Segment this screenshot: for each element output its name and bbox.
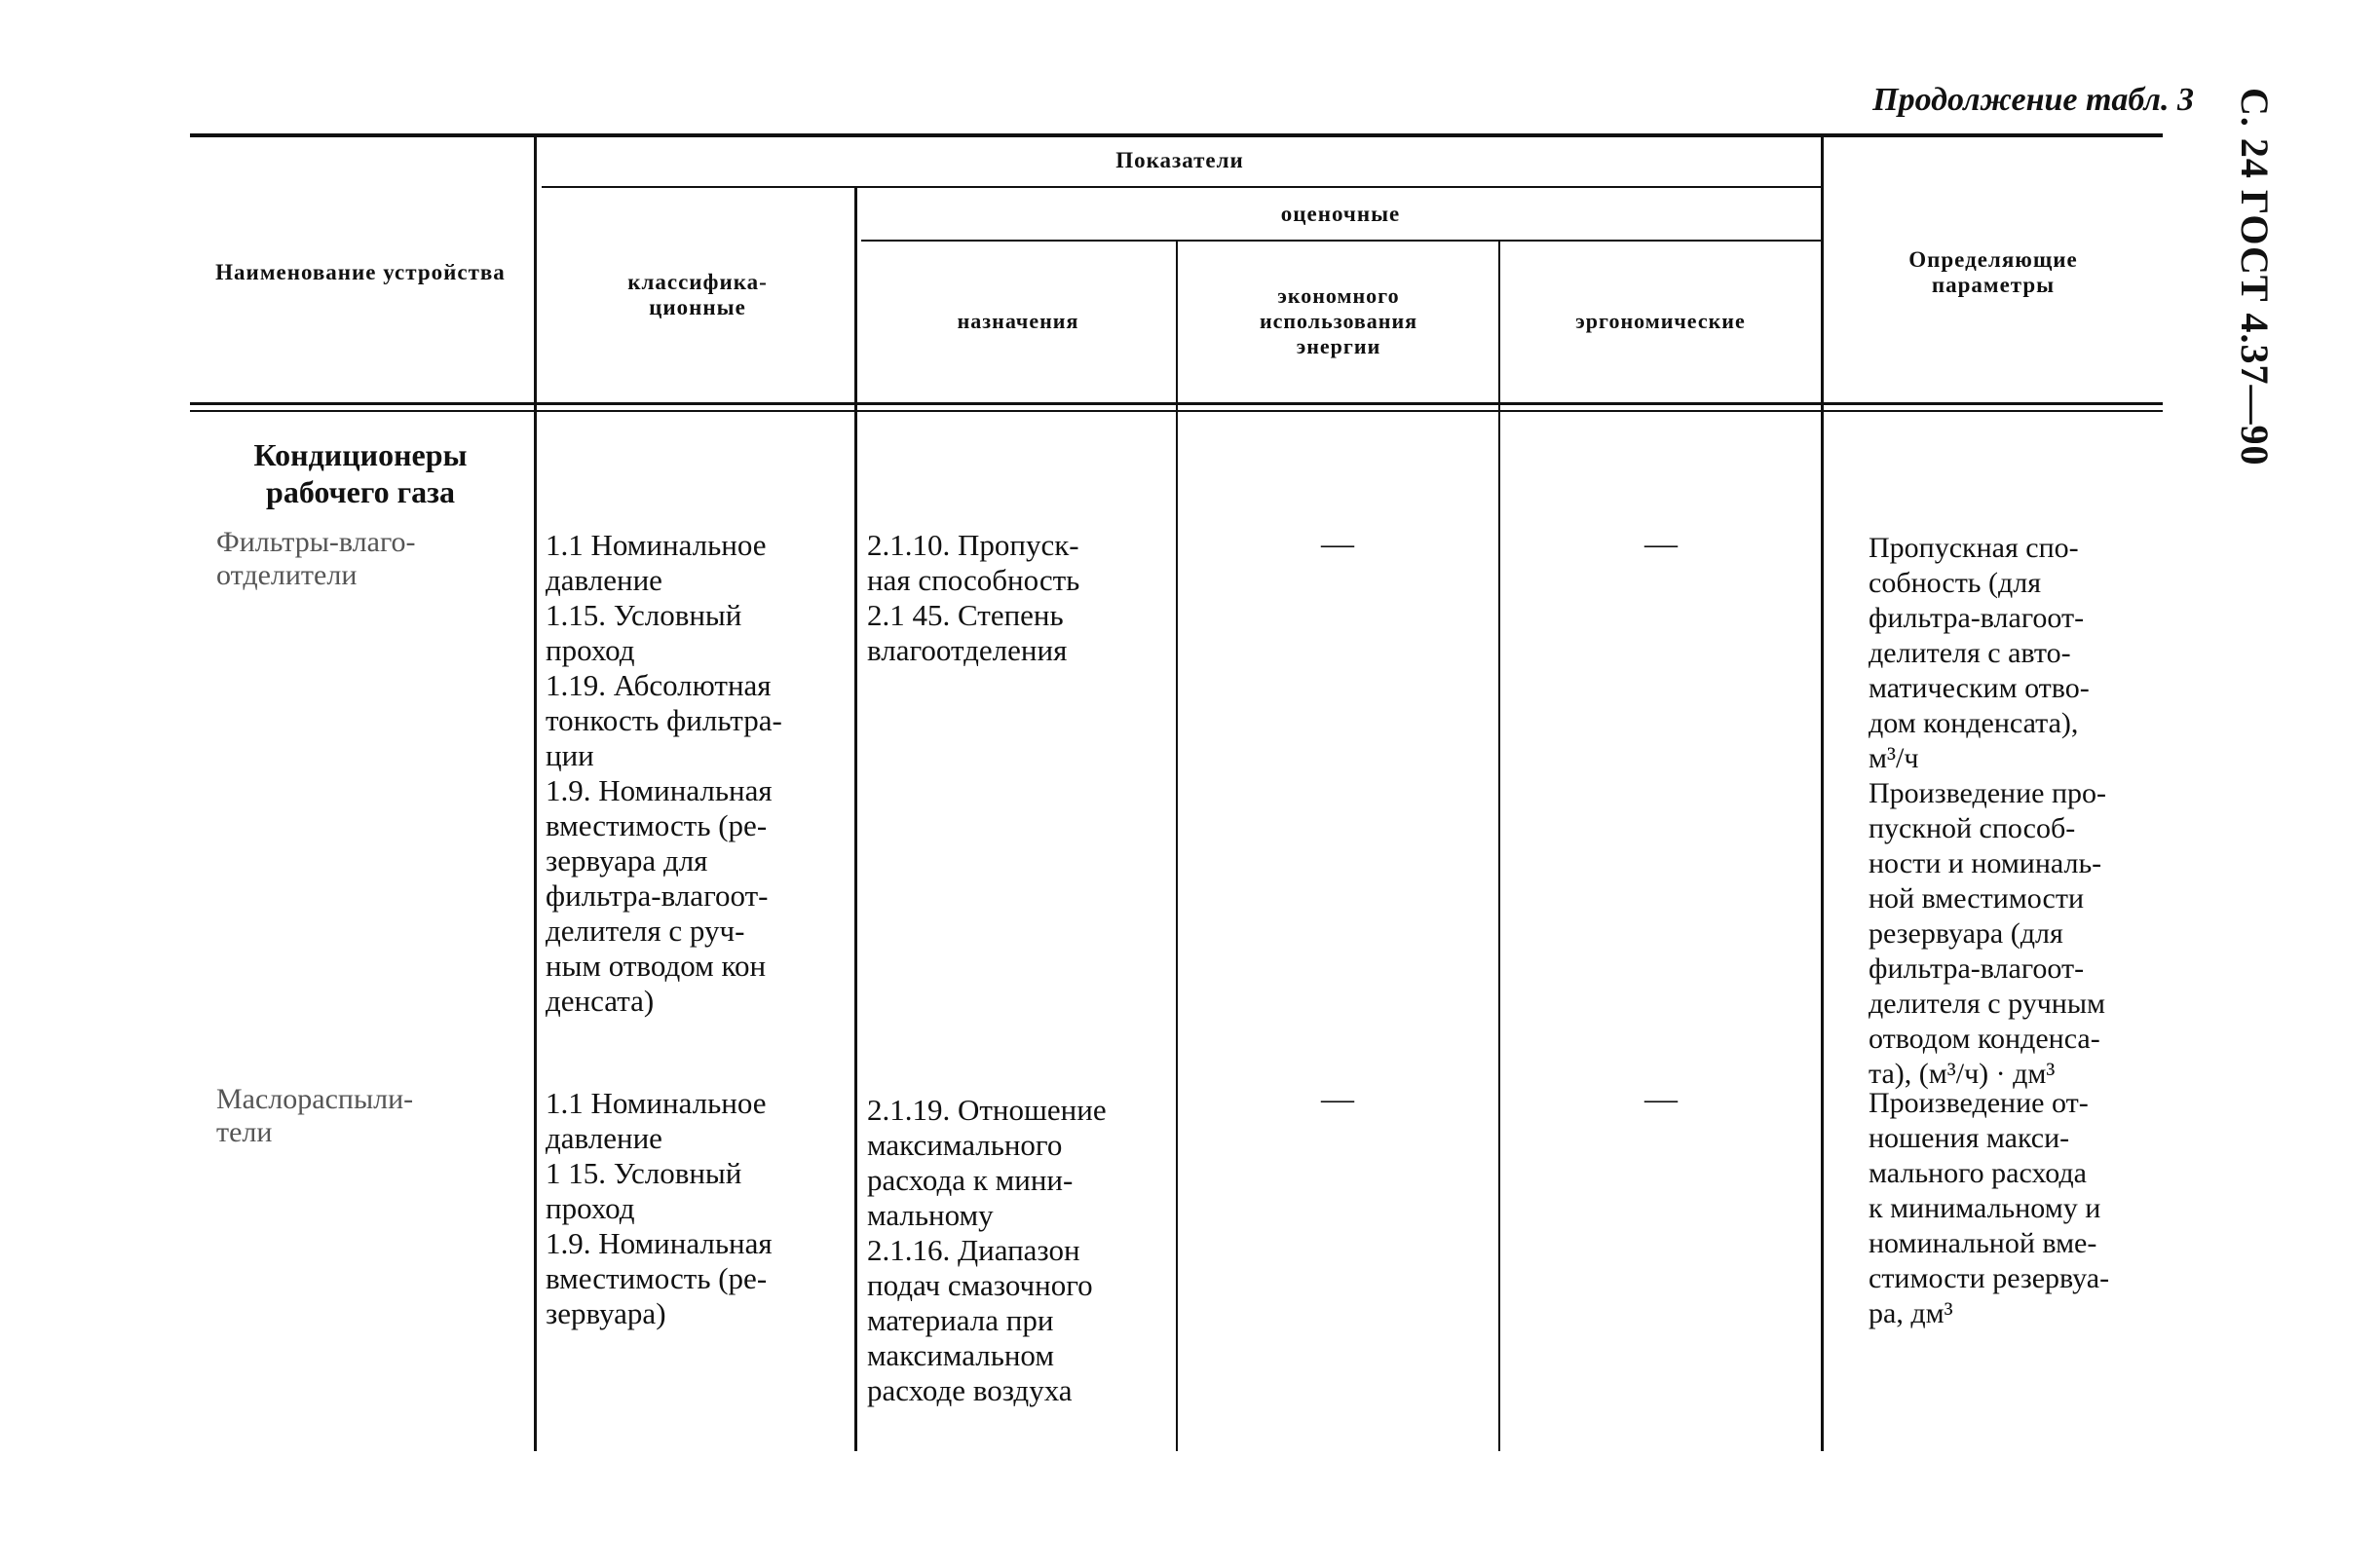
row-1-defining: Пропускная спо- собность (для фильтра-влагоот- делителя с авто- матическим отво- дом конденсата), м³/ч Произведение про- пускной способ- ности и номиналь- ной вместимости резервуара (для фильтра-влагоот- делителя с ручным отводом конденса- та), (м³/ч) · дм³	[1869, 532, 2107, 1090]
side-title	[2231, 88, 2289, 467]
col-rule-4	[1498, 242, 1500, 1451]
header-indicators	[542, 136, 1818, 185]
col-rule-2	[854, 188, 857, 1451]
row-1-purpose: 2.1.10. Пропуск- ная способность 2.1 45. Степень влагоотделения	[867, 528, 1080, 667]
header-evaluative-text: оценочные	[1280, 202, 1401, 226]
row-2-ergonomic-dash: —	[1644, 1081, 1678, 1117]
row-1-ergonomic-dash: —	[1644, 526, 1678, 562]
header-indicators-text: Показатели	[1115, 148, 1244, 172]
row-2-energy-dash: —	[1321, 1081, 1354, 1117]
col-rule-3	[1176, 242, 1178, 1451]
continuation-label: Продолжение табл. 3	[1872, 82, 2194, 118]
row-1-device: Фильтры-влаго- отделители	[216, 526, 416, 591]
col-rule-1	[534, 134, 537, 1451]
row-1-energy-dash: —	[1321, 526, 1354, 562]
row-1-classification: 1.1 Номинальное давление 1.15. Условный проход 1.19. Абсолютная тонкость фильтра- ции 1.9. Номинальная вместимость (ре- зервуара для фильтра-влагоот- делителя с руч- ным отводом кон денсата)	[546, 528, 782, 1018]
header-purpose	[861, 243, 1175, 399]
row-2-classification: 1.1 Номинальное давление 1 15. Условный проход 1.9. Номинальная вместимость (ре- зервуара)	[546, 1086, 773, 1330]
header-evaluative	[861, 190, 1820, 239]
section-title: Кондиционеры рабочего газа	[253, 437, 468, 509]
header-defining-params-text: Определяющие параметры	[1908, 247, 2078, 297]
indicators-underline	[542, 186, 1822, 188]
row-2-purpose: 2.1.19. Отношение максимального расхода к мини- мальному 2.1.16. Диапазон подач смазочного материала при максимальном расходе воздуха	[867, 1093, 1107, 1407]
header-device-name	[195, 146, 526, 399]
side-title-text: С. 24 ГОСТ 4.37—90	[2233, 88, 2277, 467]
header-defining-params	[1828, 146, 2159, 399]
col-rule-5	[1821, 134, 1824, 1451]
header-classification-text: классифика- ционные	[627, 269, 768, 319]
header-ergonomic-text: эргономические	[1575, 309, 1746, 333]
header-classification	[542, 190, 853, 399]
header-ergonomic	[1502, 243, 1819, 399]
row-2-defining: Произведение от- ношения макси- мального расхода к минимальному и номинальной вме- стимости резервуа- ра, дм³	[1869, 1087, 2110, 1329]
header-purpose-text: назначения	[957, 309, 1079, 333]
evaluative-underline	[861, 240, 1822, 242]
header-energy-economy-text: экономного использования энергии	[1259, 283, 1418, 358]
header-device-name-text: Наименование устройства	[215, 260, 506, 284]
header-energy-economy	[1181, 243, 1496, 399]
row-2-device: Маслораспыли- тели	[216, 1083, 414, 1148]
